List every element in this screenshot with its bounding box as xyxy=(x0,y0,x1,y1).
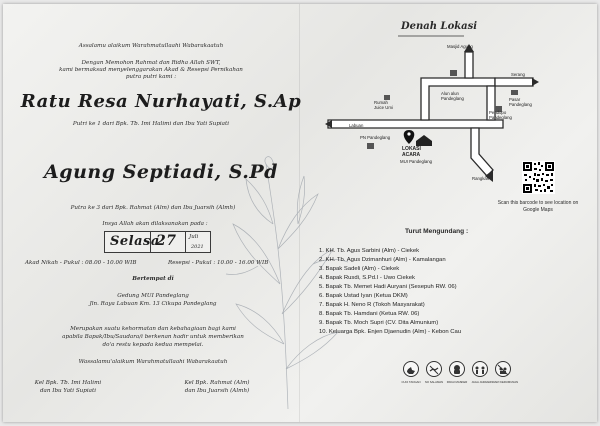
protocol-label: HINDARI KERUMUNAN xyxy=(487,380,519,384)
intro-line-1: Dengan Memohon Rahmat dan Ridha Allah SWT, xyxy=(81,60,221,66)
hand-wash-icon xyxy=(403,361,419,377)
mask-icon xyxy=(449,361,465,377)
salam-opening: Assalamu alaikum Warahmatullaahi Wabarakaatuh xyxy=(78,43,224,49)
date-box xyxy=(104,231,211,253)
signature-right-2: dan Ibu Juarsih (Almh) xyxy=(184,388,250,394)
date-month: Juli xyxy=(189,234,199,240)
no-handshake-icon xyxy=(426,361,442,377)
guest-item: 5. Bapak Tb. Memet Hadi Auryani (Sesepuh RW. 06) xyxy=(319,284,457,290)
bride-name: Ratu Resa Nurhayati, S.Ap xyxy=(20,91,302,112)
map-label-lokasi: LOKASI xyxy=(402,146,421,152)
closing-line-3: do'a restu kepada kedua mempelai. xyxy=(102,342,204,348)
map-label-pasar: Pasar Pandeglang xyxy=(509,97,532,107)
map-label-masjid: Masjid Agung xyxy=(447,44,473,49)
resepsi-time: Resepsi - Pukul : 10.00 - 16.00 WIB xyxy=(168,260,269,266)
closing-line-2: apabila Bapak/Ibu/Saudara/i berkenan hadir untuk memberikan xyxy=(62,334,244,340)
guest-item: 10. Keluarga Bpk. Enjen Djaenudin (Alm) - Kebon Cau xyxy=(319,329,462,335)
invitation-card xyxy=(3,4,597,422)
protocol-label: PAKAI MASKER xyxy=(446,380,468,384)
protocol-label: CUCI TANGAN xyxy=(401,380,421,384)
closing-line-1: Merupakan suatu kehormatan dan kebahagiaan bagi kami xyxy=(70,326,236,332)
guest-item: 8. Bapak Tb. Hamdani (Ketua RW. 06) xyxy=(319,311,420,317)
groom-parents: Putra ke 3 dari Bpk. Rahmat (Alm) dan Ibu Juarsih (Almh) xyxy=(70,205,236,211)
map-label-rumah-juice: Rumah Juice Umi xyxy=(374,100,393,110)
intro-line-3: putra putri kami : xyxy=(125,74,177,80)
protocol-label: JAGA JARAK xyxy=(471,380,489,384)
guests-title: Turut Mengundang : xyxy=(405,228,469,235)
venue-name: Gedung MUI Pandeglang xyxy=(117,293,189,299)
guest-item: 1. KH. Tb. Agus Sarbini (Alm) - Ciekek xyxy=(319,248,420,254)
bertempat-heading: Bertempat di xyxy=(132,276,174,282)
date-day: Selasa xyxy=(110,234,160,249)
map-label-alun: Alun alun Pandeglang xyxy=(441,91,464,101)
insya-allah-text: Insya Allah akan dilaksanakan pada : xyxy=(102,221,208,227)
map-label-rangkas: Rangkas xyxy=(472,176,489,181)
guest-item: 7. Bapak H. Neno R (Tokoh Masyarakat) xyxy=(319,302,425,308)
map-label-labuan: Labuan xyxy=(349,123,364,128)
guest-item: 3. Bapak Sadeli (Alm) - Ciekek xyxy=(319,266,400,272)
map-label-serang: Serang xyxy=(511,72,525,77)
signature-left-2: dan Ibu Yati Supiati xyxy=(39,388,97,394)
signature-right-1: Kel Bpk. Rahmat (Alm) xyxy=(184,380,250,386)
qr-caption-line-1: Scan this barcode to see location on xyxy=(497,200,579,206)
map-label-mui: MUI Pandeglang xyxy=(400,159,433,164)
no-crowd-icon xyxy=(495,361,511,377)
guest-item: 2. KH. Tb. Agus Dzimanhuri (Alm) - Kamalangan xyxy=(319,257,446,263)
guest-item: 6. Bapak Ustad Iyan (Ketua DKM) xyxy=(319,293,408,299)
map-title: Denah Lokasi xyxy=(401,21,478,32)
map-label-pendopo: Pendopo Pandeglang xyxy=(489,110,512,120)
qr-code[interactable] xyxy=(522,161,555,194)
guest-item: 4. Bapak Rusdi, S.Pd.I - Uwo Ciekek xyxy=(319,275,415,281)
qr-caption-line-2: Google Maps xyxy=(523,207,553,213)
protocol-label: NO SALAMAN xyxy=(424,380,444,384)
guest-item: 9. Bapak Tb. Moch Supri (CV. Dita Almunium) xyxy=(319,320,439,326)
bride-parents: Putri ke 1 dari Bpk. Tb. Imi Halimi dan Ibu Yati Supiati xyxy=(72,121,230,127)
akad-time: Akad Nikah - Pukul : 08.00 - 10.00 WIB xyxy=(25,260,137,266)
venue-address: Jln. Raya Labuan Km. 13 Cikupa Pandeglang xyxy=(89,301,217,307)
date-year: 2021 xyxy=(191,244,204,250)
salam-closing: Wassalamu'alaikum Warahmatullaahi Wabarakaatuh xyxy=(78,359,228,365)
groom-name: Agung Septiadi, S.Pd xyxy=(44,161,278,183)
intro-line-2: kami bermaksud menyelenggarakan Akad & Resepsi Pernikahan xyxy=(59,67,243,73)
signature-left-1: Kel Bpk. Tb. Imi Halimi xyxy=(34,380,102,386)
date-number: 27 xyxy=(156,233,177,249)
distance-icon xyxy=(472,361,488,377)
map-title-underline xyxy=(398,34,464,38)
map-label-pn: PN Pandeglang xyxy=(360,135,391,140)
map-label-acara: ACARA xyxy=(402,152,421,158)
